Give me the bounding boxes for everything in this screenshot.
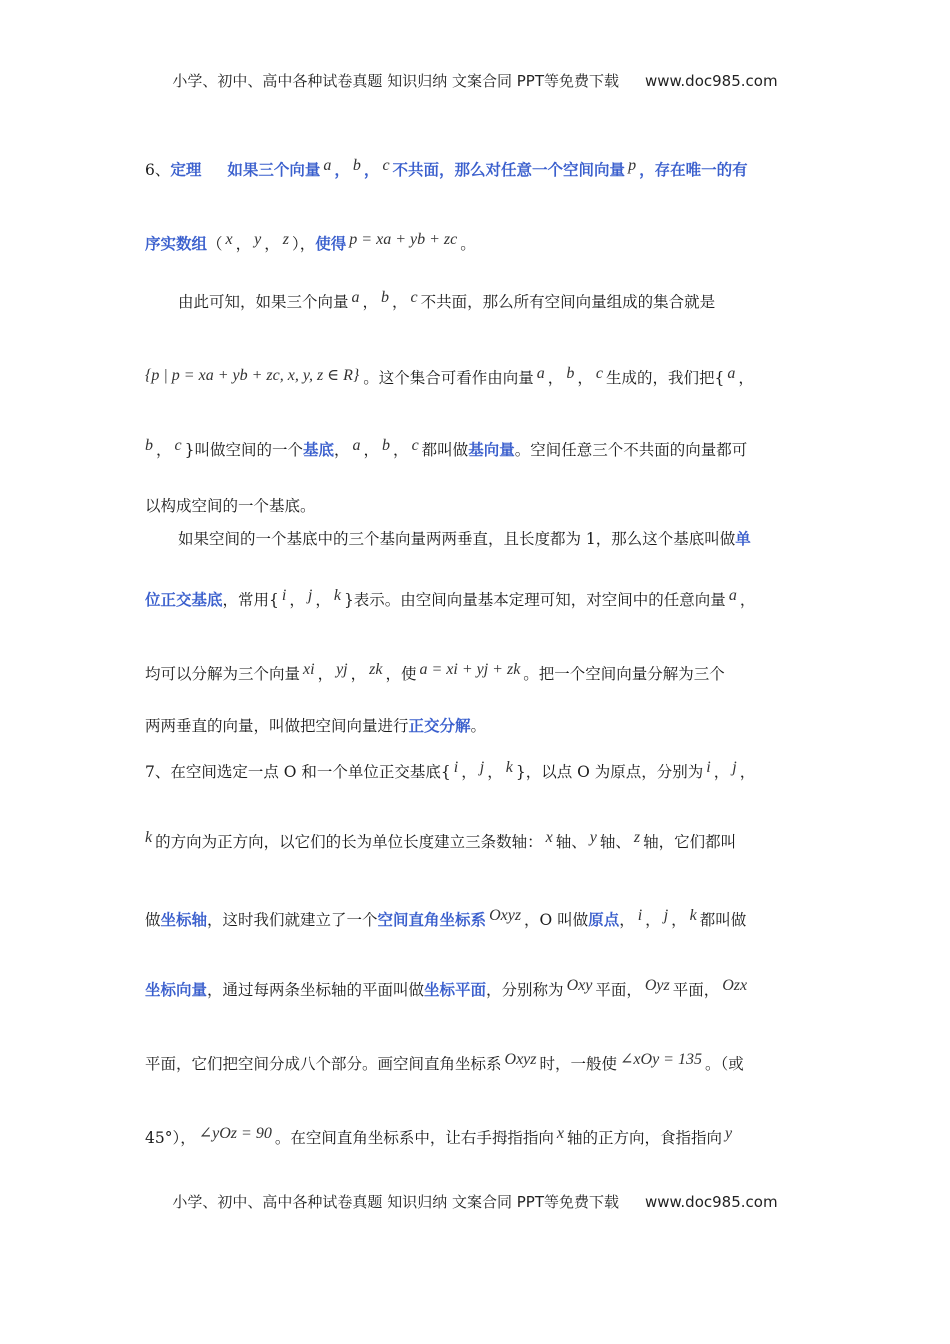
line-12 [145, 830, 736, 852]
header-text: 小学、初中、高中各种试卷真题 知识归纳 文案合同 PPT等免费下载 [172, 72, 619, 90]
sep: ， [671, 911, 687, 929]
keyword-origin: 原点 [588, 911, 620, 929]
page-header [0, 70, 950, 91]
math-j: j [307, 587, 313, 604]
math-z: z [633, 829, 641, 846]
math-k: k [505, 759, 513, 776]
body-text: ，这时我们就建立了一个 [207, 911, 378, 929]
body-text: 都叫做 [699, 911, 747, 929]
theorem-text: 序实数组 [145, 235, 208, 253]
sep: ， [619, 911, 635, 929]
math-xi: xi [303, 661, 315, 678]
line-6 [145, 494, 316, 516]
math-y: y [724, 1125, 733, 1142]
body-text: 两两垂直的向量，叫做把空间向量进行 [145, 717, 409, 735]
line-9 [145, 662, 725, 684]
body-text: 。在空间直角坐标系中，让右手拇指指向 [274, 1129, 554, 1147]
math-k: k [145, 829, 153, 846]
body-text: 7、在空间选定一点 O 和一个单位正交基底{ [145, 763, 451, 781]
body-text: 45°）， [145, 1129, 196, 1147]
body-text: 平面，它们把空间分成八个部分。画空间直角坐标系 [145, 1055, 502, 1073]
theorem-text: 不共面，那么对任意一个空间向量 [392, 161, 626, 179]
math-set: {p | p = xa + yb + zc, x, y, z ∈ R} [145, 367, 360, 384]
math-j: j [479, 759, 485, 776]
sep: ， [645, 911, 661, 929]
line-10 [145, 714, 486, 736]
math-i: i [453, 759, 459, 776]
line-4 [145, 366, 754, 388]
line-1 [145, 158, 748, 180]
body-text: 以构成空间的一个基底。 [145, 497, 316, 515]
math-j: j [663, 907, 669, 924]
math-oyz: Oyz [644, 977, 670, 994]
sep: ， [487, 763, 503, 781]
paren: ）， [292, 235, 316, 253]
math-a: a [323, 157, 332, 174]
math-b: b [352, 157, 361, 174]
sep: ， [264, 235, 280, 253]
body-text: 都叫做 [421, 441, 469, 459]
math-i: i [637, 907, 643, 924]
math-a: a [728, 587, 737, 604]
math-x: x [225, 231, 233, 248]
body-text: 不共面，那么所有空间向量组成的集合就是 [420, 293, 716, 311]
body-text: 的方向为正方向，以它们的长为单位长度建立三条数轴： [155, 833, 543, 851]
body-text: 平面， [595, 981, 642, 999]
body-text: 生成的，我们把{ [605, 369, 725, 387]
line-13 [145, 908, 746, 930]
math-yj: yj [336, 661, 348, 678]
body-text: 轴、 [599, 833, 631, 851]
body-text: ，分别称为 [486, 981, 564, 999]
body-text: 轴的正方向，食指指向 [566, 1129, 722, 1147]
sep: ， [315, 591, 331, 609]
body-text: 均可以分解为三个向量 [145, 665, 301, 683]
keyword-coordinate-axis: 坐标轴 [160, 911, 208, 929]
math-i: i [281, 587, 287, 604]
keyword-orthogonal-decomposition: 正交分解 [408, 717, 471, 735]
math-a: a [727, 365, 736, 382]
math-b: b [382, 437, 391, 454]
math-oxy: Oxy [566, 977, 593, 994]
math-j: j [732, 759, 737, 776]
line-16 [145, 1126, 735, 1148]
sep: ， [334, 161, 350, 179]
theorem-text: 如果三个向量 [227, 161, 321, 179]
sep: ， [156, 441, 172, 459]
sep: ， [363, 441, 380, 459]
math-c: c [382, 157, 390, 174]
line-15 [145, 1052, 744, 1074]
sep: ， [334, 441, 350, 459]
body-text: 轴、 [555, 833, 587, 851]
sep: ， [350, 665, 367, 683]
keyword-coordinate-vector: 坐标向量 [145, 981, 208, 999]
body-text: 由此可知，如果三个向量 [178, 293, 349, 311]
body-text: 做 [145, 911, 161, 929]
line-5 [145, 438, 747, 460]
body-text: ，使 [385, 665, 417, 683]
footer-url: www.doc985.com [644, 1193, 778, 1211]
body-text: 。这个集合可看作由向量 [363, 369, 534, 387]
sep: ， [235, 235, 252, 253]
body-text: 。（或 [704, 1055, 744, 1073]
body-text: ，通过每两条坐标轴的平面叫做 [207, 981, 425, 999]
math-k: k [333, 587, 341, 604]
sep: ， [547, 369, 564, 387]
math-i: i [706, 759, 711, 776]
line-11 [145, 760, 755, 782]
keyword-theorem: 定理 [170, 161, 202, 179]
keyword-basis-vector: 基向量 [468, 441, 515, 459]
body-text: 。把一个空间向量分解为三个 [523, 665, 725, 683]
math-x: x [545, 829, 553, 846]
math-angle-xoy: ∠xOy = 135 [620, 1051, 702, 1068]
sep: ， [393, 441, 409, 459]
math-c: c [411, 437, 419, 454]
sep: ， [461, 763, 477, 781]
section-number: 6、 [145, 161, 171, 179]
math-b: b [145, 437, 153, 454]
theorem-text: ，存在唯一的有 [639, 161, 748, 179]
header-url: www.doc985.com [644, 72, 778, 90]
body-text: 时，一般使 [539, 1055, 618, 1073]
sep: ， [317, 665, 334, 683]
line-2 [145, 232, 476, 254]
keyword-basis: 基底 [303, 441, 335, 459]
math-c: c [174, 437, 182, 454]
math-k: k [689, 907, 697, 924]
math-y: y [254, 231, 262, 248]
math-p: p [628, 157, 637, 174]
math-y: y [589, 829, 597, 846]
body-text: }表示。由空间向量基本定理可知，对空间中的任意向量 [343, 591, 726, 609]
math-oxyz: Oxyz [489, 907, 522, 924]
body-text: 轴，它们都叫 [643, 833, 737, 851]
sep: ， [577, 369, 593, 387]
math-z: z [282, 231, 290, 248]
line-8 [145, 588, 755, 610]
period: 。 [470, 717, 487, 735]
math-c: c [595, 365, 603, 382]
math-a: a [352, 437, 361, 454]
math-b: b [381, 289, 390, 306]
math-a: a [536, 365, 545, 382]
sep: ， [392, 293, 408, 311]
math-b: b [566, 365, 575, 382]
math-x: x [556, 1125, 564, 1142]
body-text: }叫做空间的一个 [184, 441, 303, 459]
sep: ， [738, 369, 754, 387]
body-text: 。空间任意三个不共面的向量都可 [514, 441, 748, 459]
keyword-coordinate-plane: 坐标平面 [424, 981, 487, 999]
math-equation: p = xa + yb + zc [349, 231, 458, 248]
keyword-coordinate-system: 空间直角坐标系 [377, 911, 487, 929]
theorem-text: 使得 [315, 235, 347, 253]
body-text: 平面， [672, 981, 720, 999]
sep: ， [713, 763, 730, 781]
math-ozx: Ozx [722, 977, 748, 994]
line-14 [145, 978, 750, 1000]
paren: （ [207, 235, 223, 253]
footer-text: 小学、初中、高中各种试卷真题 知识归纳 文案合同 PPT等免费下载 [172, 1193, 619, 1211]
keyword-unit: 单 [735, 530, 751, 548]
period: 。 [460, 235, 476, 253]
body-text: ，常用{ [222, 591, 279, 609]
math-c: c [410, 289, 418, 306]
keyword-orthonormal-basis: 位正交基底 [145, 591, 223, 609]
sep: ， [362, 293, 379, 311]
math-oxyz: Oxyz [504, 1051, 537, 1068]
line-7 [178, 527, 751, 549]
sep: ， [289, 591, 305, 609]
page-footer [0, 1191, 950, 1212]
sep: ， [739, 763, 756, 781]
body-text: ，O 叫做 [524, 911, 589, 929]
math-zk: zk [369, 661, 383, 678]
body-text: }，以点 O 为原点，分别为 [515, 763, 704, 781]
sep: ， [363, 161, 380, 179]
body-text: 如果空间的一个基底中的三个基向量两两垂直，且长度都为 1，那么这个基底叫做 [178, 530, 736, 548]
line-3 [178, 290, 715, 312]
math-equation: a = xi + yj + zk [419, 661, 521, 678]
math-a: a [351, 289, 360, 306]
sep: ， [739, 591, 756, 609]
math-angle-yoz: ∠yOz = 90 [198, 1125, 272, 1142]
